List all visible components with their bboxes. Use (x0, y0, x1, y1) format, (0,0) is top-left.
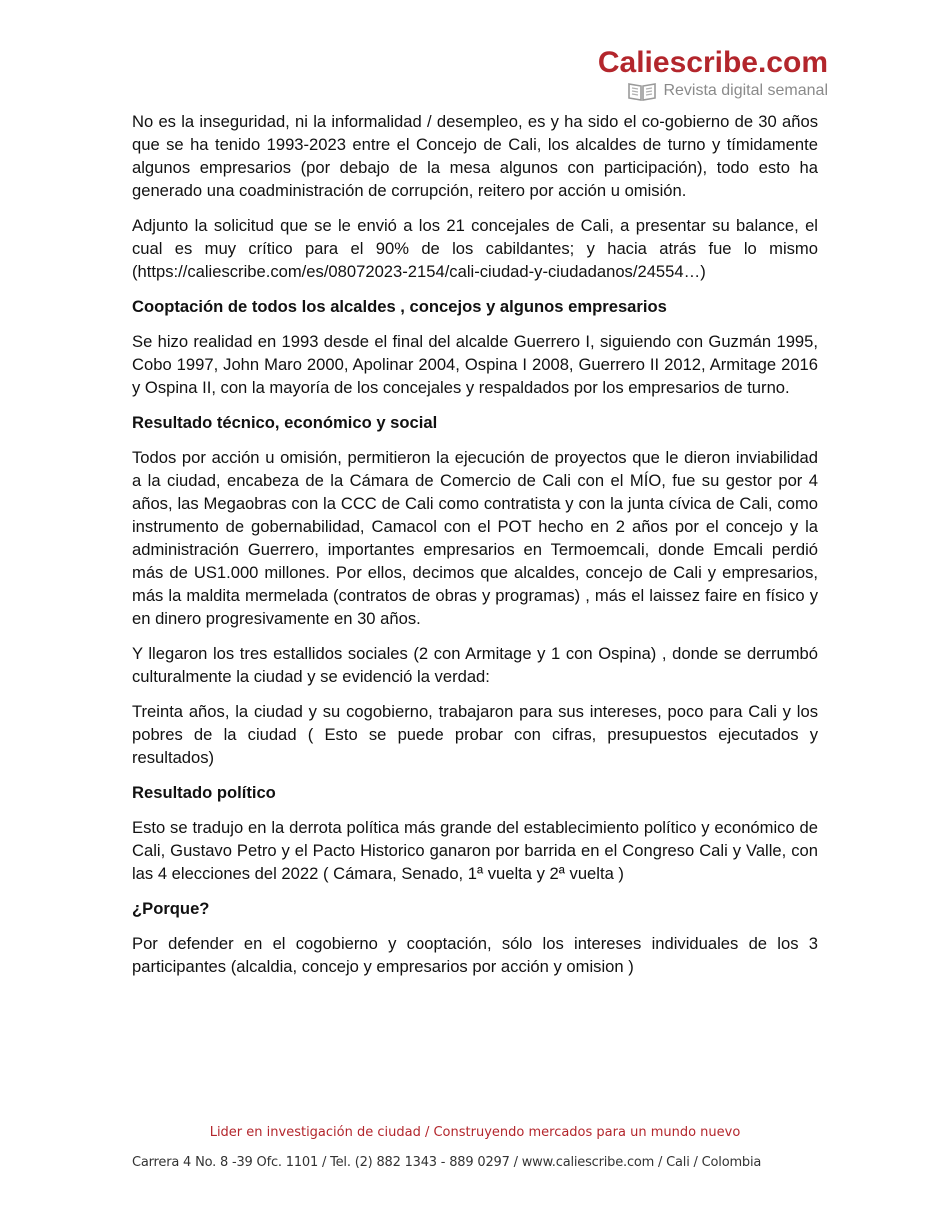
logo-title: Caliescribe.com (597, 46, 828, 79)
site-logo (598, 46, 828, 102)
book-icon (627, 81, 657, 101)
footer-slogan: Lider en investigación de ciudad / Construyendo mercados para un mundo nuevo (209, 1125, 741, 1140)
heading-cooptacion: Cooptación de todos los alcaldes , concejos y algunos empresarios (132, 297, 667, 316)
footer-contact: Carrera 4 No. 8 -39 Ofc. 1101 / Tel. (2) 882 1343 - 889 0297 / www.caliescribe.com / Cali / Colombia (132, 1155, 762, 1170)
paragraph-2: Adjunto la solicitud que se le envió a los 21 concejales de Cali, a presentar su balance, el cual es muy crítico para el 90% de los cabildantes; y hacia atrás fue lo mismo (https://caliescribe.com/es/08072023-2154/cali-ciudad-y-ciudadanos/24554…) (132, 216, 818, 281)
logo-subtitle: Revista digital semanal (663, 82, 828, 99)
heading-resultado-tecnico: Resultado técnico, económico y social (132, 413, 438, 432)
heading-porque: ¿Porque? (132, 899, 210, 918)
paragraph-1: No es la inseguridad, ni la informalidad / desempleo, es y ha sido el co-gobierno de 30 años que se ha tenido 1993-2023 entre el Concejo de Cali, los alcaldes de turno y tímidamente algunos empresarios (por debajo de la mesa algunos con participación), todo esto ha generado una coadministración de corrupción, reitero por acción u omisión. (132, 112, 818, 200)
paragraph-8: Por defender en el cogobierno y cooptación, sólo los intereses individuales de los 3 participantes (alcaldia, concejo y empresarios por acción y omision ) (132, 934, 818, 976)
paragraph-6: Treinta años, la ciudad y su cogobierno, trabajaron para sus intereses, poco para Cali y los pobres de la ciudad ( Esto se puede probar con cifras, presupuestos ejecutados y resultados) (132, 702, 818, 767)
article-body (132, 110, 818, 990)
logo-subtitle-row (598, 80, 828, 102)
paragraph-7: Esto se tradujo en la derrota política más grande del establecimiento político y económico de Cali, Gustavo Petro y el Pacto Historico ganaron por barrida en el Congreso Cali y Valle, con las 4 elecciones del 2022 ( Cámara, Senado, 1ª vuelta y 2ª vuelta ) (132, 818, 818, 883)
paragraph-4: Todos por acción u omisión, permitieron la ejecución de proyectos que le dieron inviabilidad a la ciudad, encabeza de la Cámara de Comercio de Cali con el MÍO, fue su gestor por 4 años, las Megaobras con la CCC de Cali como contratista y con la junta cívica de Cali, como instrumento de gobernabilidad, Camacol con el POT hecho en 2 años por el concejo y la administración Guerrero, importantes empresarios en Termoemcali, donde Emcali perdió más de US1.000 millones. Por ellos, decimos que alcaldes, concejo de Cali y empresarios, más la maldita mermelada (contratos de obras y programas) , más el laissez faire en físico y en dinero progresivamente en 30 años. (132, 448, 818, 628)
paragraph-3: Se hizo realidad en 1993 desde el final del alcalde Guerrero I, siguiendo con Guzmán 1995, Cobo 1997, John Maro 2000, Apolinar 2004, Ospina I 2008, Guerrero II 2012, Armitage 2016 y Ospina II, con la mayoría de los concejales y respaldados por los empresarios de turno. (132, 332, 818, 397)
paragraph-5: Y llegaron los tres estallidos sociales (2 con Armitage y 1 con Ospina) , donde se derrumbó culturalmente la ciudad y se evidenció la verdad: (132, 644, 818, 686)
heading-resultado-politico: Resultado político (132, 783, 276, 802)
